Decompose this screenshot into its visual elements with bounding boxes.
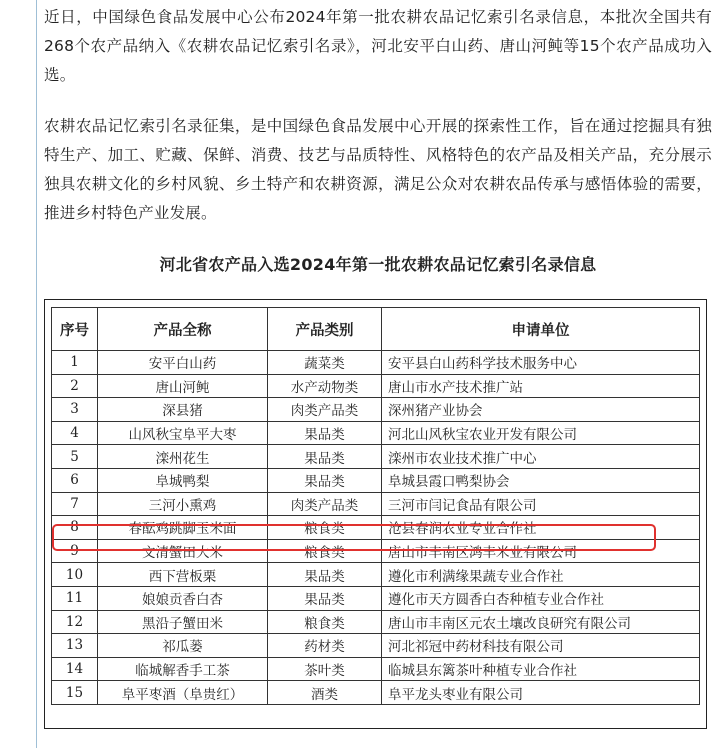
row-index: 11 [52, 586, 98, 610]
row-category: 茶叶类 [268, 657, 382, 681]
row-index: 5 [52, 445, 98, 469]
row-index: 13 [52, 634, 98, 658]
row-applicant: 深州猪产业协会 [382, 398, 700, 422]
row-applicant: 沧县春润农业专业合作社 [382, 516, 700, 540]
table-header-row [52, 308, 700, 351]
table-row [52, 421, 700, 445]
row-applicant: 安平县白山药科学技术服务中心 [382, 351, 700, 375]
row-category: 蔬菜类 [268, 351, 382, 375]
row-product-name: 西下营板栗 [98, 563, 268, 587]
row-product-name: 三河小熏鸡 [98, 492, 268, 516]
row-category: 肉类产品类 [268, 492, 382, 516]
row-applicant: 遵化市利满缘果蔬专业合作社 [382, 563, 700, 587]
row-product-name: 安平白山药 [98, 351, 268, 375]
header-category: 产品类别 [268, 308, 382, 351]
row-index: 1 [52, 351, 98, 375]
row-product-name: 春酝鸡跳脚玉米面 [98, 516, 268, 540]
row-category: 果品类 [268, 586, 382, 610]
header-product-name: 产品全称 [98, 308, 268, 351]
row-index: 7 [52, 492, 98, 516]
row-product-name: 山风秋宝阜平大枣 [98, 421, 268, 445]
row-product-name: 娘娘贡香白杏 [98, 586, 268, 610]
row-index: 3 [52, 398, 98, 422]
row-index: 2 [52, 374, 98, 398]
row-category: 水产动物类 [268, 374, 382, 398]
row-index: 9 [52, 539, 98, 563]
table-row [52, 492, 700, 516]
row-index: 6 [52, 468, 98, 492]
row-product-name: 临城解香手工茶 [98, 657, 268, 681]
table-row [52, 563, 700, 587]
table-row [52, 539, 700, 563]
table-frame [44, 299, 707, 729]
header-index: 序号 [52, 308, 98, 351]
table-row [52, 351, 700, 375]
row-category: 果品类 [268, 468, 382, 492]
row-product-name: 文清蟹田大米 [98, 539, 268, 563]
row-product-name: 祁瓜蒌 [98, 634, 268, 658]
row-index: 15 [52, 681, 98, 705]
row-product-name: 阜城鸭梨 [98, 468, 268, 492]
table-row [52, 657, 700, 681]
row-product-name: 滦州花生 [98, 445, 268, 469]
row-applicant: 遵化市天方圆香白杏种植专业合作社 [382, 586, 700, 610]
row-applicant: 唐山市丰南区元农土壤改良研究有限公司 [382, 610, 700, 634]
table-row [52, 634, 700, 658]
row-product-name: 黑沿子蟹田米 [98, 610, 268, 634]
row-product-name: 阜平枣酒（阜贵红） [98, 681, 268, 705]
row-product-name: 深县猪 [98, 398, 268, 422]
header-applicant: 申请单位 [382, 308, 700, 351]
row-index: 8 [52, 516, 98, 540]
table-row [52, 374, 700, 398]
product-table [51, 307, 700, 705]
row-category: 果品类 [268, 421, 382, 445]
table-row [52, 516, 700, 540]
row-applicant: 唐山市水产技术推广站 [382, 374, 700, 398]
row-index: 4 [52, 421, 98, 445]
table-title: 河北省农产品入选2024年第一批农耕农品记忆索引名录信息 [159, 255, 597, 274]
intro-paragraph: 近日，中国绿色食品发展中心公布2024年第一批农耕农品记忆索引名录信息，本批次全国共有268个农产品纳入《农耕农品记忆索引名录》，河北安平白山药、唐山河鲀等15个农产品成功入选。 [44, 8, 712, 84]
table-row [52, 610, 700, 634]
row-category: 果品类 [268, 563, 382, 587]
row-category: 酒类 [268, 681, 382, 705]
table-row [52, 445, 700, 469]
table-row [52, 681, 700, 705]
table-row [52, 398, 700, 422]
row-category: 粮食类 [268, 539, 382, 563]
row-category: 粮食类 [268, 516, 382, 540]
row-index: 14 [52, 657, 98, 681]
row-product-name: 唐山河鲀 [98, 374, 268, 398]
table-body [52, 351, 700, 705]
row-category: 粮食类 [268, 610, 382, 634]
row-category: 果品类 [268, 445, 382, 469]
row-index: 10 [52, 563, 98, 587]
row-index: 12 [52, 610, 98, 634]
row-applicant: 唐山市丰南区鸿丰米业有限公司 [382, 539, 700, 563]
row-applicant: 临城县东篱茶叶种植专业合作社 [382, 657, 700, 681]
table-row [52, 586, 700, 610]
row-applicant: 河北山风秋宝农业开发有限公司 [382, 421, 700, 445]
row-applicant: 河北祁冠中药材科技有限公司 [382, 634, 700, 658]
row-applicant: 阜城县霞口鸭梨协会 [382, 468, 700, 492]
row-applicant: 阜平龙头枣业有限公司 [382, 681, 700, 705]
row-applicant: 滦州市农业技术推广中心 [382, 445, 700, 469]
row-category: 药材类 [268, 634, 382, 658]
left-border-rule [36, 0, 37, 748]
row-applicant: 三河市闫记食品有限公司 [382, 492, 700, 516]
table-row [52, 468, 700, 492]
row-category: 肉类产品类 [268, 398, 382, 422]
description-paragraph: 农耕农品记忆索引名录征集，是中国绿色食品发展中心开展的探索性工作，旨在通过挖掘具有独特生产、加工、贮藏、保鲜、消费、技艺与品质特性、风格特色的农产品及相关产品，充分展示独具农耕文化的乡村风貌、乡土特产和农耕资源，满足公众对农耕农品传承与感悟体验的需要，推进乡村特色产业发展。 [44, 117, 712, 222]
